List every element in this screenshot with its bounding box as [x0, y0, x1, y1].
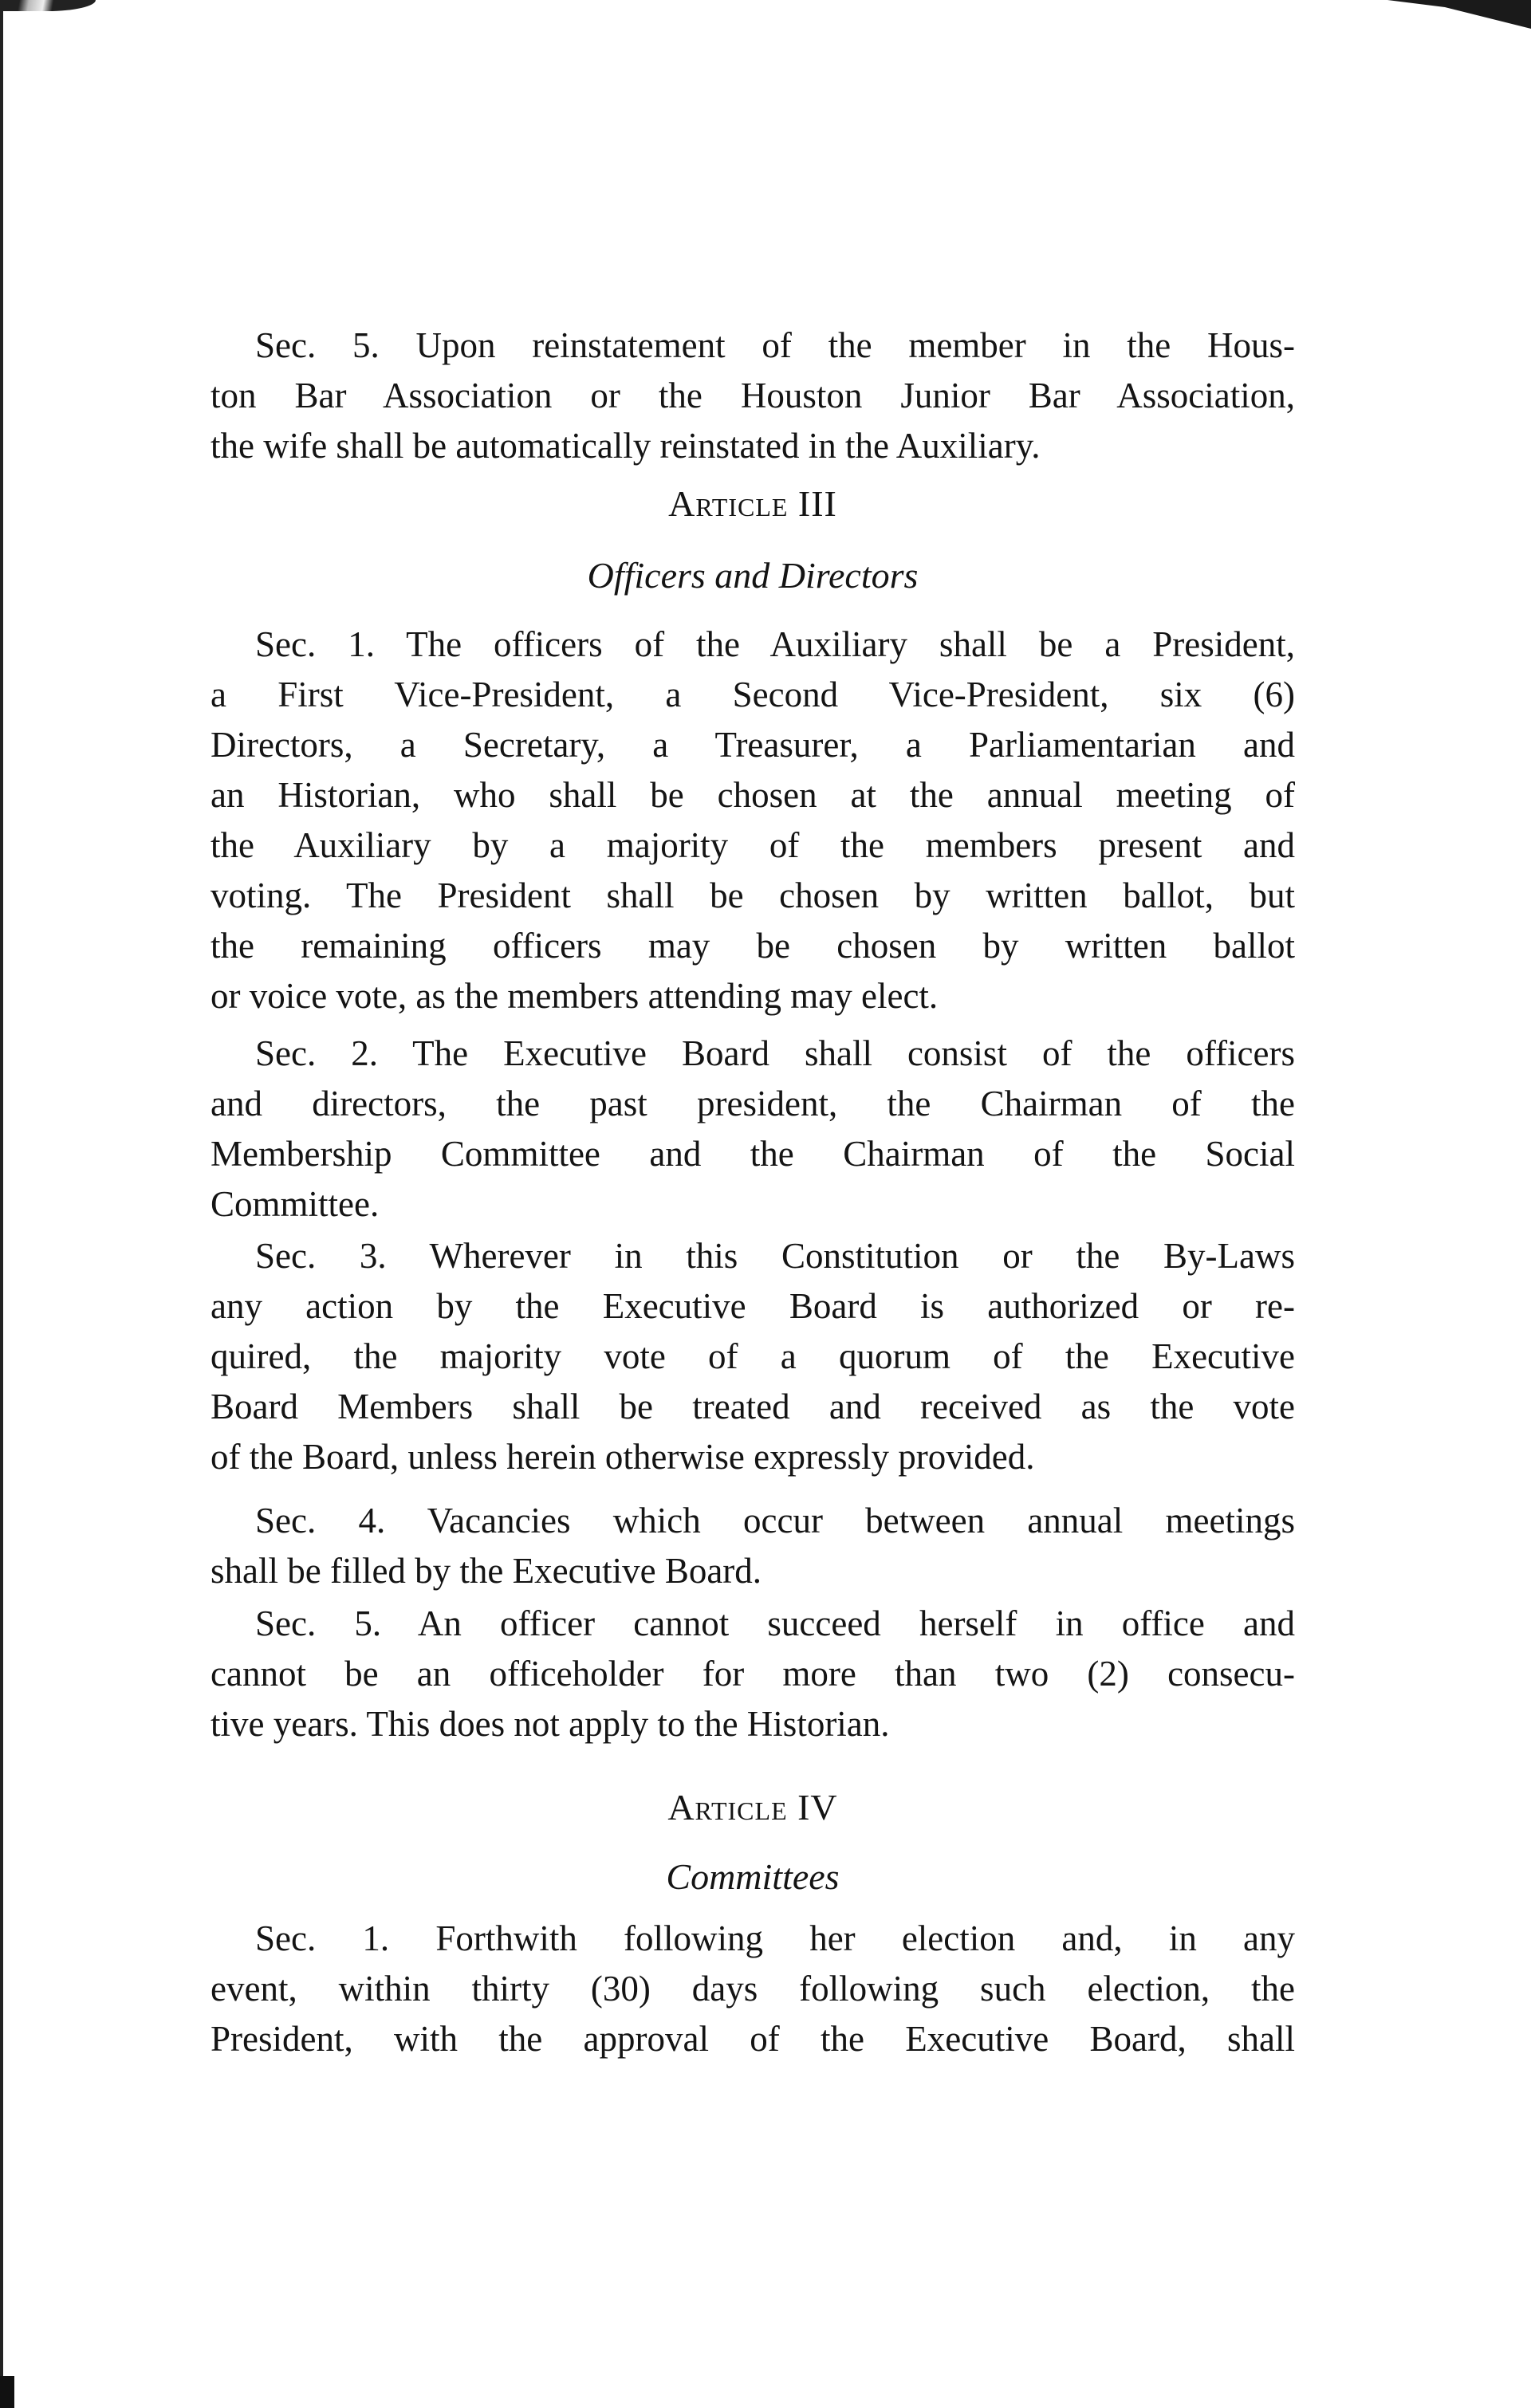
paragraph: [211, 1599, 1295, 1749]
paragraph: [211, 620, 1295, 1021]
text-line: ton Bar Association or the Houston Junior Bar Association,: [211, 376, 1295, 415]
text-line: the remaining officers may be chosen by written ballot: [211, 926, 1295, 966]
scan-corner-bottom-left: [0, 2376, 14, 2408]
paragraph: [211, 1029, 1295, 1230]
text-line: event, within thirty (30) days following such election, the: [211, 1969, 1295, 2009]
text-line: the wife shall be automatically reinstated in the Auxiliary.: [211, 426, 1041, 466]
text-line: and directors, the past president, the Chairman of the: [211, 1084, 1295, 1123]
text-line: the Auxiliary by a majority of the members present and: [211, 825, 1295, 865]
text-line: of the Board, unless herein otherwise expressly provided.: [211, 1437, 1035, 1477]
scan-corner-top-right: [1387, 0, 1531, 29]
text-line: tive years. This does not apply to the Historian.: [211, 1704, 890, 1744]
scan-corner-top-left: [0, 0, 96, 11]
article-subtitle: Officers and Directors: [587, 555, 919, 596]
text-line: Sec. 5. An officer cannot succeed herself in office and: [255, 1603, 1295, 1643]
text-line: a First Vice-President, a Second Vice-President, six (6): [211, 675, 1295, 714]
paragraph: [211, 321, 1295, 471]
text-line: Board Members shall be treated and received as the vote: [211, 1387, 1295, 1426]
text-line: Directors, a Secretary, a Treasurer, a Parliamentarian and: [211, 725, 1295, 765]
text-line: Sec. 2. The Executive Board shall consist of the officers: [255, 1033, 1295, 1073]
paragraph: [211, 1496, 1295, 1596]
text-line: Sec. 3. Wherever in this Constitution or the By-Laws: [255, 1236, 1295, 1276]
text-line: or voice vote, as the members attending may elect.: [211, 976, 939, 1016]
scan-edge-left: [0, 0, 3, 2408]
text-line: Sec. 1. Forthwith following her election and, in any: [255, 1918, 1295, 1958]
text-line: President, with the approval of the Executive Board, shall: [211, 2019, 1295, 2059]
text-line: Sec. 4. Vacancies which occur between annual meetings: [255, 1501, 1295, 1540]
article-heading: Article IV: [667, 1787, 838, 1828]
text-line: any action by the Executive Board is authorized or re-: [211, 1286, 1295, 1326]
paragraph: [211, 1914, 1295, 2064]
text-line: quired, the majority vote of a quorum of the Executive: [211, 1336, 1295, 1376]
text-line: Sec. 1. The officers of the Auxiliary shall be a President,: [255, 624, 1295, 664]
text-line: Sec. 5. Upon reinstatement of the member in the Hous-: [255, 325, 1295, 365]
text-line: shall be filled by the Executive Board.: [211, 1551, 762, 1591]
paragraph: [211, 1231, 1295, 1482]
article-heading: Article III: [668, 483, 837, 524]
text-line: cannot be an officeholder for more than two (2) consecu-: [211, 1654, 1295, 1694]
text-line: Membership Committee and the Chairman of the Social: [211, 1134, 1295, 1174]
text-line: Committee.: [211, 1184, 380, 1224]
text-line: voting. The President shall be chosen by written ballot, but: [211, 875, 1295, 915]
text-line: an Historian, who shall be chosen at the annual meeting of: [211, 775, 1295, 815]
article-subtitle: Committees: [666, 1856, 840, 1897]
